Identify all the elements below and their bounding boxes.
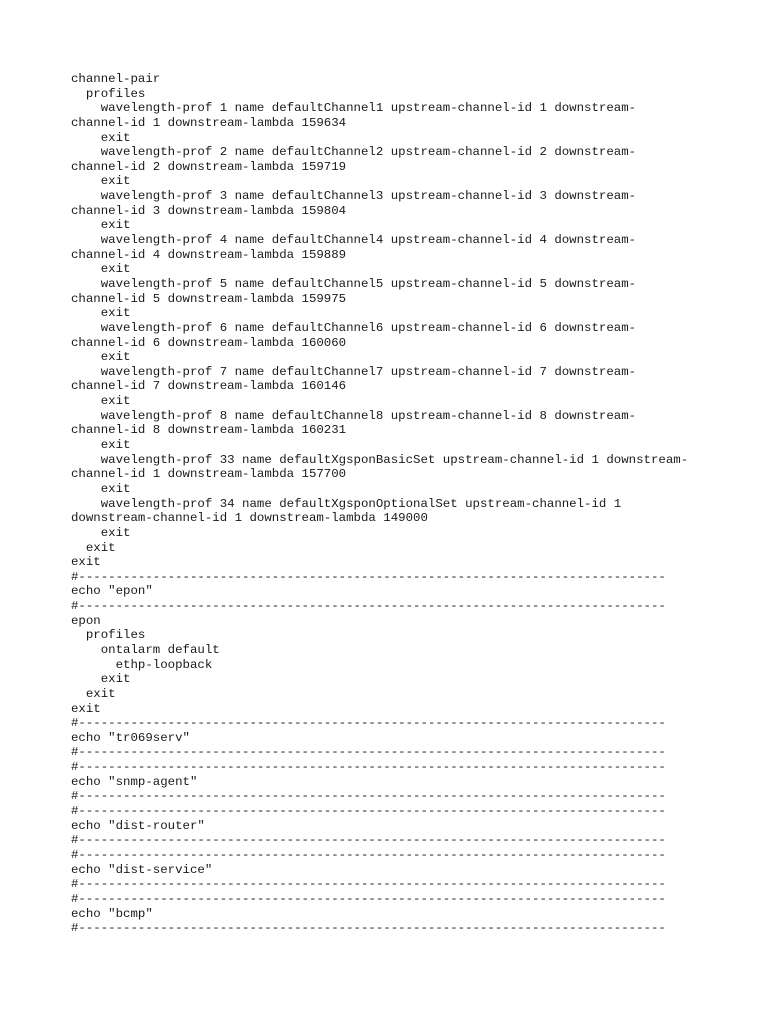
- exit-line: exit: [71, 350, 131, 365]
- exit-line: exit: [71, 555, 101, 570]
- separator-line: #-------------------------------------------------------------------------------: [71, 877, 666, 892]
- config-line: channel-id 6 downstream-lambda 160060: [71, 335, 347, 350]
- separator-line: #-------------------------------------------------------------------------------: [71, 599, 666, 614]
- separator-line: #-------------------------------------------------------------------------------: [71, 745, 666, 760]
- config-line: channel-id 8 downstream-lambda 160231: [71, 423, 347, 438]
- exit-line: exit: [71, 218, 131, 233]
- separator-line: #-------------------------------------------------------------------------------: [71, 760, 666, 775]
- echo-line: echo "dist-service": [71, 862, 213, 877]
- config-line: channel-id 1 downstream-lambda 159634: [71, 115, 347, 130]
- exit-line: exit: [71, 262, 131, 277]
- separator-line: #-------------------------------------------------------------------------------: [71, 804, 666, 819]
- config-line: ontalarm default: [71, 642, 220, 657]
- config-line: wavelength-prof 7 name defaultChannel7 upstream-channel-id 7 downstream-: [71, 364, 637, 379]
- echo-line: echo "dist-router": [71, 818, 205, 833]
- separator-line: #-------------------------------------------------------------------------------: [71, 891, 666, 906]
- separator-line: #-------------------------------------------------------------------------------: [71, 921, 666, 936]
- config-line: wavelength-prof 34 name defaultXgsponOptionalSet upstream-channel-id 1: [71, 496, 622, 511]
- separator-line: #-------------------------------------------------------------------------------: [71, 716, 666, 731]
- config-line: profiles: [71, 86, 146, 101]
- exit-line: exit: [71, 540, 116, 555]
- exit-line: exit: [71, 174, 131, 189]
- config-line: ethp-loopback: [71, 657, 213, 672]
- config-line: downstream-channel-id 1 downstream-lambda 149000: [71, 511, 428, 526]
- config-line: profiles: [71, 628, 146, 643]
- config-line: wavelength-prof 33 name defaultXgsponBasicSet upstream-channel-id 1 downstream-: [71, 452, 689, 467]
- exit-line: exit: [71, 130, 131, 145]
- exit-line: exit: [71, 701, 101, 716]
- config-line: wavelength-prof 6 name defaultChannel6 upstream-channel-id 6 downstream-: [71, 320, 637, 335]
- exit-line: exit: [71, 481, 131, 496]
- separator-line: #-------------------------------------------------------------------------------: [71, 833, 666, 848]
- config-line: channel-id 3 downstream-lambda 159804: [71, 203, 347, 218]
- config-line: wavelength-prof 5 name defaultChannel5 upstream-channel-id 5 downstream-: [71, 276, 637, 291]
- config-line: channel-id 7 downstream-lambda 160146: [71, 379, 347, 394]
- exit-line: exit: [71, 686, 116, 701]
- separator-line: #-------------------------------------------------------------------------------: [71, 789, 666, 804]
- exit-line: exit: [71, 672, 131, 687]
- config-line: channel-id 5 downstream-lambda 159975: [71, 291, 347, 306]
- config-line: channel-id 1 downstream-lambda 157700: [71, 467, 347, 482]
- config-line: epon: [71, 613, 101, 628]
- exit-line: exit: [71, 525, 131, 540]
- echo-line: echo "tr069serv": [71, 730, 190, 745]
- config-document: [71, 72, 731, 936]
- config-line: wavelength-prof 1 name defaultChannel1 upstream-channel-id 1 downstream-: [71, 101, 637, 116]
- config-line: channel-pair: [71, 72, 161, 86]
- separator-line: #-------------------------------------------------------------------------------: [71, 847, 666, 862]
- config-line: wavelength-prof 8 name defaultChannel8 upstream-channel-id 8 downstream-: [71, 408, 637, 423]
- config-line: wavelength-prof 4 name defaultChannel4 upstream-channel-id 4 downstream-: [71, 233, 637, 248]
- config-line: wavelength-prof 3 name defaultChannel3 upstream-channel-id 3 downstream-: [71, 189, 637, 204]
- exit-line: exit: [71, 394, 131, 409]
- config-line: wavelength-prof 2 name defaultChannel2 upstream-channel-id 2 downstream-: [71, 145, 637, 160]
- exit-line: exit: [71, 438, 131, 453]
- exit-line: exit: [71, 306, 131, 321]
- echo-line: echo "epon": [71, 584, 153, 599]
- config-line: channel-id 2 downstream-lambda 159719: [71, 159, 347, 174]
- echo-line: echo "snmp-agent": [71, 774, 198, 789]
- config-line: channel-id 4 downstream-lambda 159889: [71, 247, 347, 262]
- echo-line: echo "bcmp": [71, 906, 153, 921]
- separator-line: #-------------------------------------------------------------------------------: [71, 569, 666, 584]
